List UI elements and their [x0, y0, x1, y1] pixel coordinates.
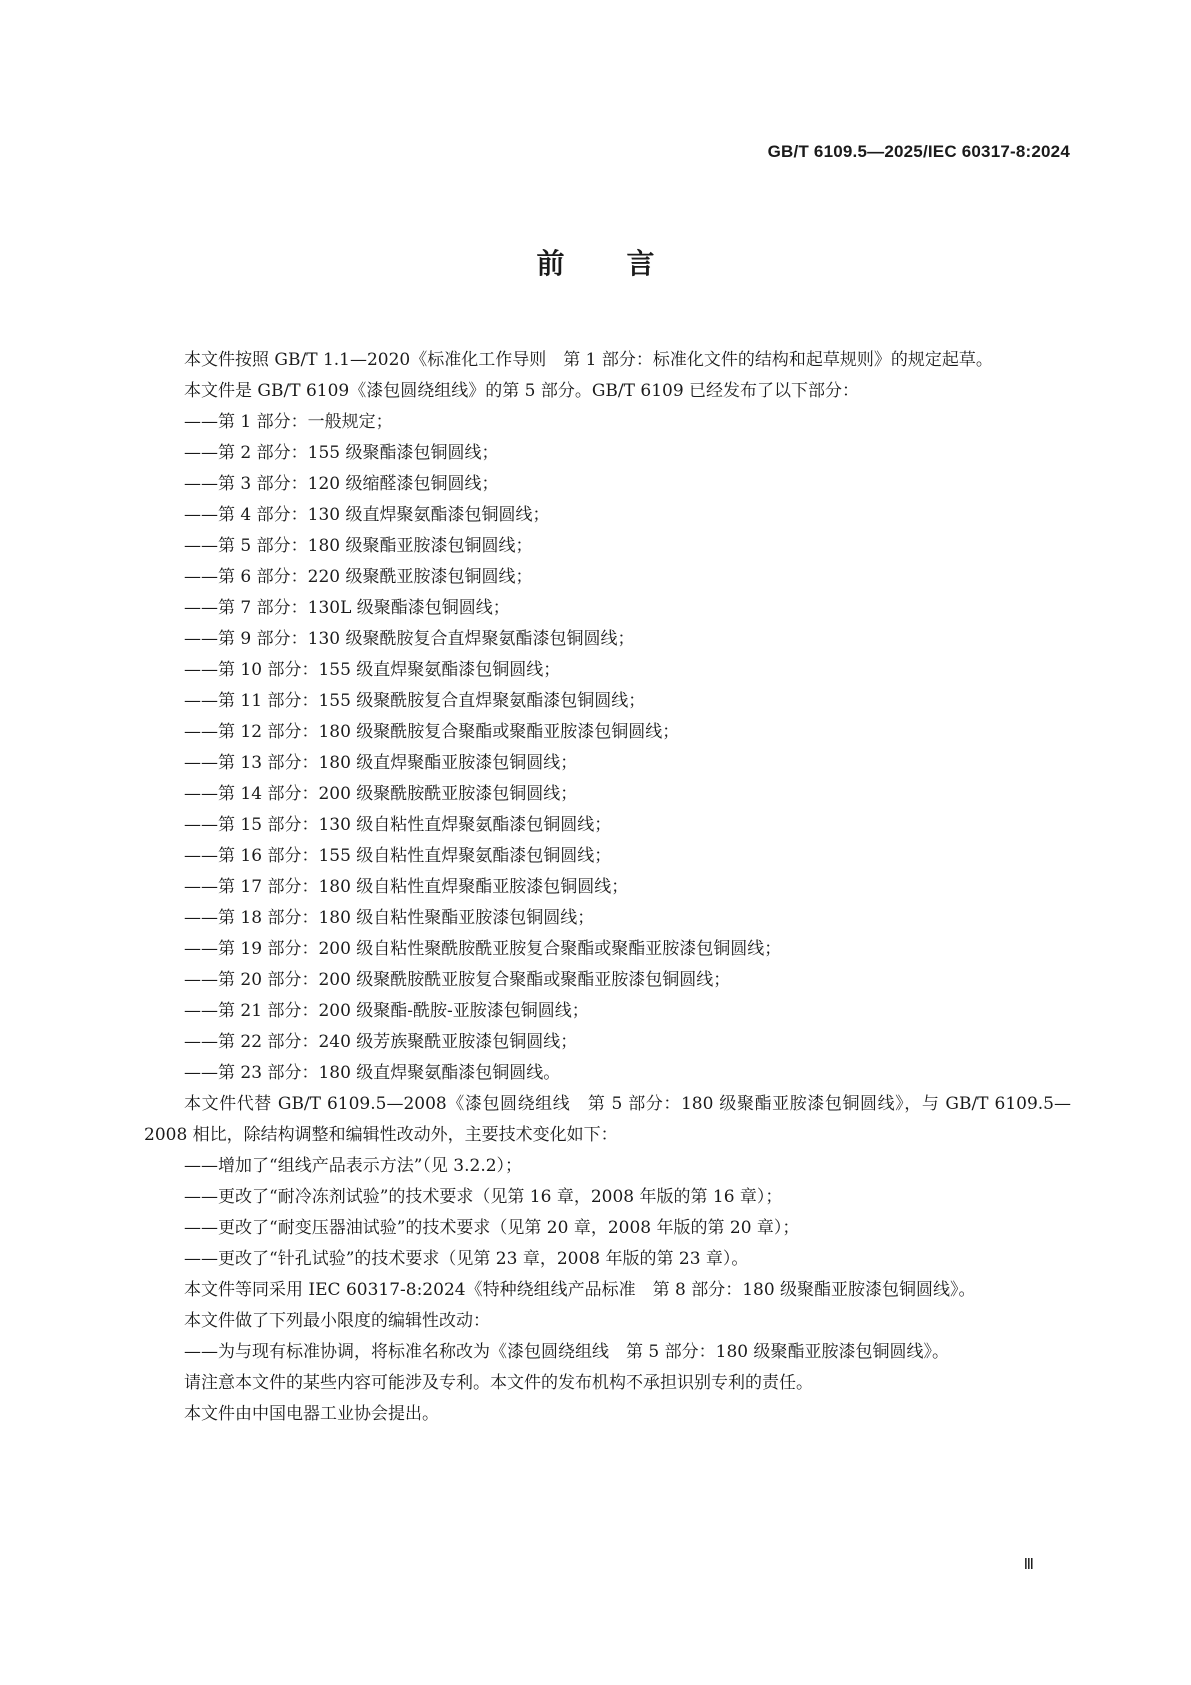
list-item: ——增加了“组线产品表示方法”（见 3.2.2）； [184, 1156, 523, 1176]
proposer-paragraph: 本文件由中国电器工业协会提出。 [184, 1404, 439, 1424]
list-item: ——第 13 部分：180 级直焊聚酯亚胺漆包铜圆线； [184, 753, 578, 773]
editorial-item: ——为与现有标准协调，将标准名称改为《漆包圆绕组线 第 5 部分：180 级聚酯亚胺漆包铜圆线》。 [184, 1342, 949, 1362]
title-char-1: 前 [536, 247, 565, 280]
list-item: ——第 23 部分：180 级直焊聚氨酯漆包铜圆线。 [184, 1063, 561, 1083]
page-title [0, 242, 1191, 282]
list-item: ——第 5 部分：180 级聚酯亚胺漆包铜圆线； [184, 536, 533, 556]
list-item: ——第 10 部分：155 级直焊聚氨酯漆包铜圆线； [184, 660, 561, 680]
foreword-body [144, 345, 1071, 1430]
list-item: ——第 19 部分：200 级自粘性聚酰胺酰亚胺复合聚酯或聚酯亚胺漆包铜圆线； [184, 939, 782, 959]
list-item: ——第 9 部分：130 级聚酰胺复合直焊聚氨酯漆包铜圆线； [184, 629, 635, 649]
list-item: ——第 15 部分：130 级自粘性直焊聚氨酯漆包铜圆线； [184, 815, 612, 835]
title-char-2: 言 [626, 247, 655, 280]
list-item: ——第 17 部分：180 级自粘性直焊聚酯亚胺漆包铜圆线； [184, 877, 629, 897]
list-item: ——第 2 部分：155 级聚酯漆包铜圆线； [184, 443, 499, 463]
editorial-paragraph: 本文件做了下列最小限度的编辑性改动： [184, 1311, 490, 1331]
replacement-paragraph: 本文件代替 GB/T 6109.5—2008《漆包圆绕组线 第 5 部分：180 级聚酯亚胺漆包铜圆线》，与 GB/T 6109.5—2008 相比，除结构调整和编辑性改动外，主要技术变化如下： [144, 1094, 1071, 1145]
list-item: ——第 3 部分：120 级缩醛漆包铜圆线； [184, 474, 499, 494]
adoption-paragraph: 本文件等同采用 IEC 60317-8:2024《特种绕组线产品标准 第 8 部分：180 级聚酯亚胺漆包铜圆线》。 [184, 1280, 976, 1300]
list-item: ——第 22 部分：240 级芳族聚酰亚胺漆包铜圆线； [184, 1032, 578, 1052]
list-item: ——第 6 部分：220 级聚酰亚胺漆包铜圆线； [184, 567, 533, 587]
list-item: ——第 1 部分：一般规定； [184, 412, 393, 432]
series-paragraph: 本文件是 GB/T 6109《漆包圆绕组线》的第 5 部分。GB/T 6109 已经发布了以下部分： [184, 381, 860, 401]
list-item: ——更改了“耐冷冻剂试验”的技术要求（见第 16 章，2008 年版的第 16 章）； [184, 1187, 783, 1207]
document-code-header: GB/T 6109.5—2025/IEC 60317-8:2024 [767, 142, 1070, 161]
changes-list [144, 1151, 1071, 1275]
parts-list [144, 407, 1071, 1089]
list-item: ——第 7 部分：130L 级聚酯漆包铜圆线； [184, 598, 510, 618]
list-item: ——第 18 部分：180 级自粘性聚酯亚胺漆包铜圆线； [184, 908, 595, 928]
list-item: ——第 21 部分：200 级聚酯-酰胺-亚胺漆包铜圆线； [184, 1001, 589, 1021]
list-item: ——更改了“针孔试验”的技术要求（见第 23 章，2008 年版的第 23 章）。 [184, 1249, 749, 1269]
list-item: ——第 11 部分：155 级聚酰胺复合直焊聚氨酯漆包铜圆线； [184, 691, 646, 711]
list-item: ——第 12 部分：180 级聚酰胺复合聚酯或聚酯亚胺漆包铜圆线； [184, 722, 680, 742]
page-number: Ⅲ [1023, 1557, 1034, 1573]
drafting-paragraph: 本文件按照 GB/T 1.1—2020《标准化工作导则 第 1 部分：标准化文件的结构和起草规则》的规定起草。 [184, 350, 993, 370]
patent-paragraph: 请注意本文件的某些内容可能涉及专利。本文件的发布机构不承担识别专利的责任。 [184, 1373, 813, 1393]
list-item: ——第 14 部分：200 级聚酰胺酰亚胺漆包铜圆线； [184, 784, 578, 804]
list-item: ——第 4 部分：130 级直焊聚氨酯漆包铜圆线； [184, 505, 550, 525]
list-item: ——更改了“耐变压器油试验”的技术要求（见第 20 章，2008 年版的第 20 章）； [184, 1218, 800, 1238]
list-item: ——第 20 部分：200 级聚酰胺酰亚胺复合聚酯或聚酯亚胺漆包铜圆线； [184, 970, 731, 990]
list-item: ——第 16 部分：155 级自粘性直焊聚氨酯漆包铜圆线； [184, 846, 612, 866]
